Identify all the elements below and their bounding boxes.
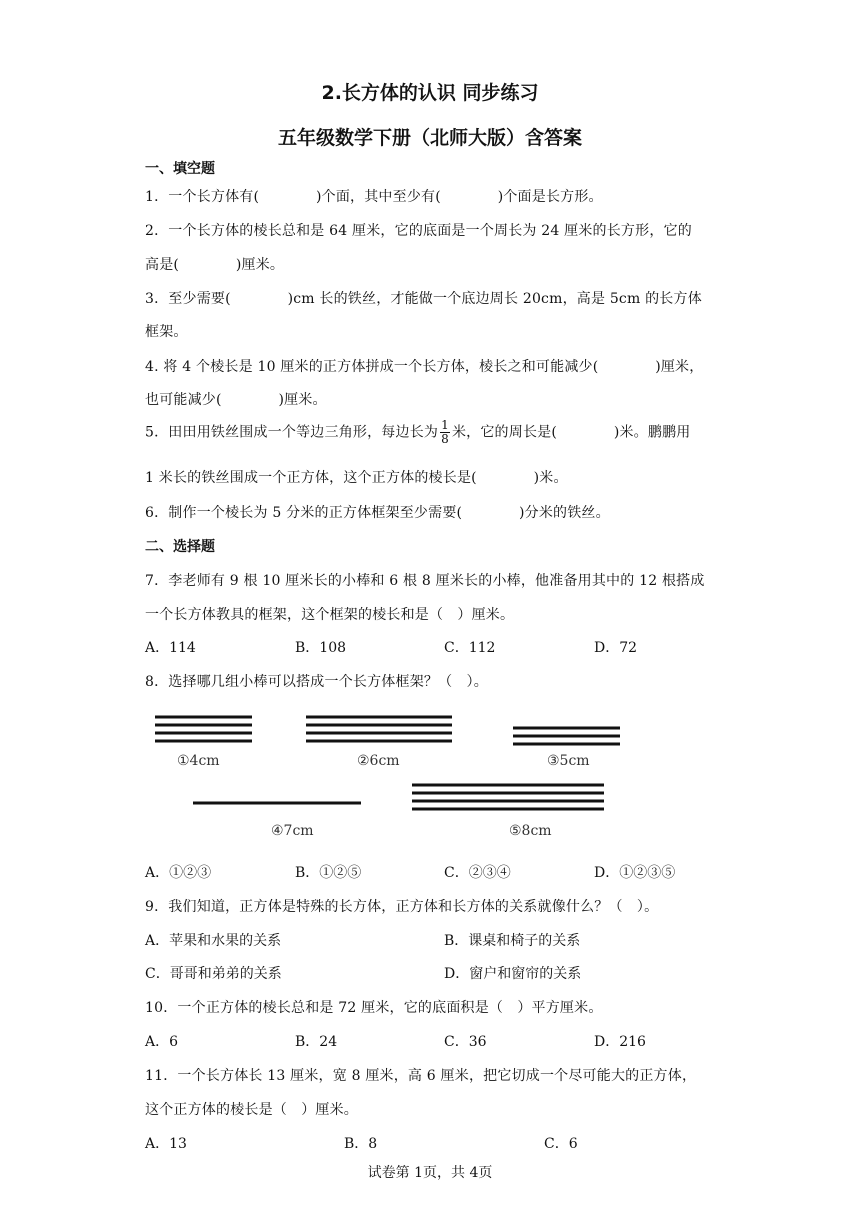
question-3-line-1: 3．至少需要( )cm 长的铁丝，才能做一个底边周长 20cm，高是 5cm 的长方体 (145, 291, 702, 307)
question-2-line-2: 高是( )厘米。 (145, 257, 285, 273)
title-line-2: 五年级数学下册（北师大版）含答案 (277, 127, 582, 149)
stick-label-3: ③5cm (547, 753, 590, 769)
question-2-line-1: 2．一个长方体的棱长总和是 64 厘米，它的底面是一个周长为 24 厘米的长方形，它的 (145, 223, 692, 239)
stick-label-5: ⑤8cm (509, 823, 552, 839)
q8-option-b: B．①②⑤ (295, 865, 362, 881)
q9-option-a: A．苹果和水果的关系 (145, 933, 282, 949)
question-10: 10．一个正方体的棱长总和是 72 厘米，它的底面积是（ ）平方厘米。 (145, 1000, 603, 1016)
q11-option-b: B．8 (344, 1136, 378, 1152)
q9-option-b: B．课桌和椅子的关系 (444, 933, 581, 949)
question-7-line-2: 一个长方体教具的框架，这个框架的棱长和是（ ）厘米。 (145, 607, 515, 623)
q8-option-a: A．①②③ (145, 865, 212, 881)
question-4-line-2: 也可能减少( )厘米。 (145, 392, 327, 408)
q7-option-d: D．72 (594, 640, 638, 656)
q8-option-c: C．②③④ (444, 865, 511, 881)
question-8: 8．选择哪几组小棒可以搭成一个长方体框架？（ ）。 (145, 674, 488, 690)
q10-option-a: A．6 (145, 1034, 179, 1050)
section-fill-blank: 一、填空题 (145, 161, 215, 177)
question-5-line-2: 1 米长的铁丝围成一个正方体，这个正方体的棱长是( )米。 (145, 470, 568, 486)
q10-option-c: C．36 (444, 1034, 487, 1050)
question-5-text-a: 5．田田用铁丝围成一个等边三角形，每边长为 (145, 424, 439, 441)
q11-option-a: A．13 (145, 1136, 187, 1152)
stick-label-2: ②6cm (357, 753, 400, 769)
question-1: 1．一个长方体有( )个面，其中至少有( )个面是长方形。 (145, 189, 603, 205)
q9-option-d: D．窗户和窗帘的关系 (444, 966, 582, 982)
q10-option-d: D．216 (594, 1034, 646, 1050)
q7-option-b: B．108 (295, 640, 347, 656)
q7-option-c: C．112 (444, 640, 496, 656)
question-5-line-1 (145, 419, 690, 446)
question-6: 6．制作一个棱长为 5 分米的正方体框架至少需要( )分米的铁丝。 (145, 505, 610, 521)
question-5-text-b: 米，它的周长是( )米。鹏鹏用 (451, 424, 691, 441)
question-11-line-1: 11．一个长方体长 13 厘米，宽 8 厘米，高 6 厘米，把它切成一个尽可能大的正方体， (145, 1068, 697, 1084)
fraction-denominator: 8 (441, 432, 449, 446)
q11-option-c: C．6 (544, 1136, 578, 1152)
q9-option-c: C．哥哥和弟弟的关系 (145, 966, 282, 982)
stick-group-2 (306, 717, 452, 741)
question-3-line-2: 框架。 (145, 324, 188, 340)
section-multiple-choice: 二、选择题 (145, 539, 215, 555)
question-4-line-1: 4. 将 4 个棱长是 10 厘米的正方体拼成一个长方体，棱长之和可能减少( )厘米， (145, 359, 704, 375)
q10-option-b: B．24 (295, 1034, 338, 1050)
stick-group-1 (155, 717, 252, 741)
page-footer: 试卷第 1页，共 4页 (367, 1165, 493, 1181)
stick-label-4: ④7cm (271, 823, 314, 839)
stick-label-1: ①4cm (177, 753, 220, 769)
sticks-figure (140, 705, 620, 845)
stick-group-5 (412, 785, 604, 809)
title-line-1: 2.长方体的认识 同步练习 (321, 82, 539, 104)
q7-option-a: A．114 (145, 640, 196, 656)
question-7-line-1: 7．李老师有 9 根 10 厘米长的小棒和 6 根 8 厘米长的小棒，他准备用其中的 12 根搭成 (145, 573, 705, 589)
fraction-one-eighth (440, 419, 450, 446)
q8-option-d: D．①②③⑤ (594, 865, 676, 881)
question-9: 9．我们知道，正方体是特殊的长方体，正方体和长方体的关系就像什么？（ ）。 (145, 899, 659, 915)
question-11-line-2: 这个正方体的棱长是（ ）厘米。 (145, 1102, 358, 1118)
stick-group-3 (513, 728, 620, 744)
fraction-numerator: 1 (441, 418, 449, 432)
